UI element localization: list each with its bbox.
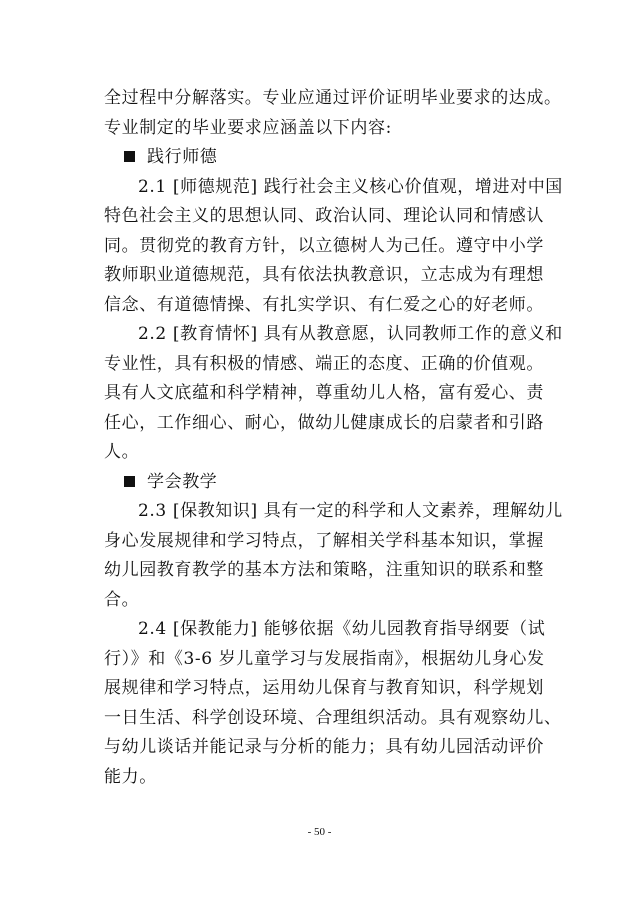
paragraph-line: 人。 bbox=[104, 442, 140, 462]
body-line: 专业制定的毕业要求应涵盖以下内容: bbox=[104, 117, 392, 138]
section-heading-text: 践行师德 bbox=[147, 147, 218, 167]
paragraph-line: 任心，工作细心、耐心，做幼儿健康成长的启蒙者和引路 bbox=[104, 412, 544, 433]
paragraph-line: 行）》和《3-6 岁儿童学习与发展指南》，根据幼儿身心发 bbox=[104, 648, 545, 669]
section-heading bbox=[104, 468, 544, 498]
square-bullet-icon bbox=[124, 476, 135, 487]
paragraph-line: 幼儿园教育教学的基本方法和策略，注重知识的联系和整 bbox=[104, 560, 544, 580]
paragraph-line: 特色社会主义的思想认同、政治认同、理论认同和情感认 bbox=[104, 206, 544, 226]
paragraph-line: 合。 bbox=[104, 589, 140, 610]
section-heading-text: 学会教学 bbox=[147, 471, 218, 492]
square-bullet-icon bbox=[124, 151, 135, 162]
paragraph-line: 一日生活、科学创设环境、合理组织活动。具有观察幼儿、 bbox=[104, 707, 562, 728]
body-line: 全过程中分解落实。专业应通过评价证明毕业要求的达成。 bbox=[104, 88, 562, 108]
paragraph-line: 2.3 [保教知识] 具有一定的科学和人文素养，理解幼儿 bbox=[138, 501, 563, 521]
paragraph-line: 2.4 [保教能力] 能够依据《幼儿园教育指导纲要（试 bbox=[138, 619, 546, 639]
paragraph-line: 同。贯彻党的教育方针，以立德树人为己任。遵守中小学 bbox=[104, 235, 544, 256]
section-heading bbox=[104, 143, 544, 173]
paragraph-line: 展规律和学习特点，运用幼儿保育与教育知识，科学规划 bbox=[104, 678, 544, 698]
paragraph-line: 2.1 [师德规范] 践行社会主义核心价值观，增进对中国 bbox=[138, 176, 563, 197]
paragraph-line: 能力。 bbox=[104, 766, 157, 787]
page-number: - 50 - bbox=[307, 826, 332, 838]
paragraph-line: 与幼儿谈话并能记录与分析的能力；具有幼儿园活动评价 bbox=[104, 737, 544, 757]
paragraph-line: 具有人文底蕴和科学精神，尊重幼儿人格，富有爱心、责 bbox=[104, 383, 544, 403]
paragraph-line: 身心发展规律和学习特点，了解相关学科基本知识，掌握 bbox=[104, 530, 544, 551]
paragraph-line: 教师职业道德规范，具有依法执教意识，立志成为有理想 bbox=[104, 265, 544, 285]
paragraph-line: 2.2 [教育情怀] 具有从教意愿，认同教师工作的意义和 bbox=[138, 324, 563, 344]
document-body bbox=[104, 84, 563, 792]
paragraph-line: 专业性，具有积极的情感、端正的态度、正确的价值观。 bbox=[104, 353, 544, 374]
paragraph-line: 信念、有道德情操、有扎实学识、有仁爱之心的好老师。 bbox=[104, 294, 544, 315]
